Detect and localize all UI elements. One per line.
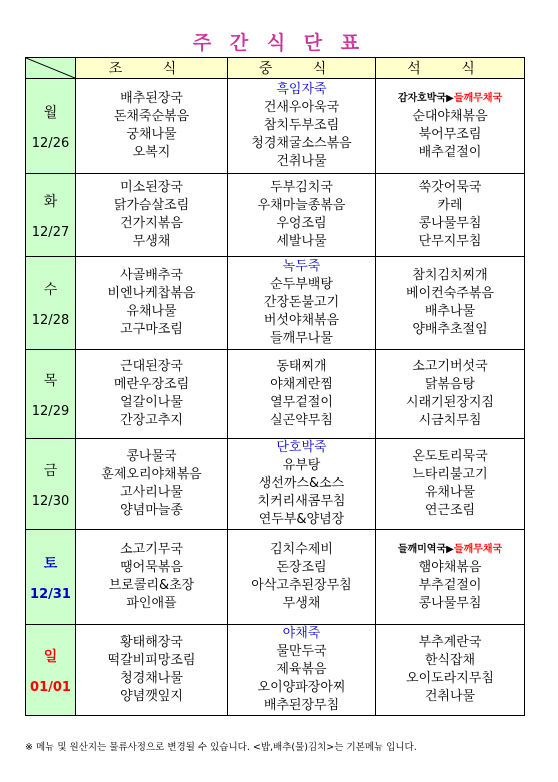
menu-item: 참치두부조림 [263, 118, 340, 133]
soup-change-note [376, 90, 524, 108]
menu-item: 돈채죽순볶음 [113, 109, 190, 124]
special-porridge: 단호박죽 [276, 440, 327, 455]
menu-item: 근대된장국 [120, 359, 183, 374]
arrow-icon: ▶ [446, 93, 454, 104]
breakfast-cell [76, 350, 228, 439]
menu-item: 양념마늘종 [120, 503, 183, 518]
menu-item: 시금치무침 [418, 413, 482, 428]
soup-replacement: 들깨무채국 [453, 544, 503, 555]
menu-item: 햄야채볶음 [418, 560, 482, 575]
day-name: 금 [43, 462, 58, 479]
menu-item: 건새우아욱국 [263, 100, 340, 115]
dinner-cell [376, 439, 525, 530]
menu-item: 콩나물무침 [418, 216, 482, 231]
menu-item: 메란우장조림 [113, 377, 190, 392]
menu-item: 간장고추지 [120, 413, 183, 428]
day-date: 12/27 [31, 224, 70, 240]
menu-item: 배추나물 [424, 304, 476, 319]
menu-item: 생선까스&소스 [258, 476, 345, 491]
day-name: 일 [43, 648, 58, 665]
day-cell [26, 257, 76, 350]
menu-item: 우엉조림 [276, 216, 327, 231]
menu-item: 제육볶음 [276, 662, 327, 677]
menu-item: 미소된장국 [120, 180, 183, 195]
lunch-cell [228, 174, 376, 257]
dinner-cell [376, 350, 525, 439]
menu-item: 돈장조림 [276, 560, 327, 575]
menu-item: 부추계란국 [418, 635, 482, 650]
day-cell [26, 439, 76, 530]
menu-item: 베이컨숙주볶음 [406, 286, 494, 301]
menu-item: 콩나물국 [126, 449, 177, 464]
menu-item: 야채계란찜 [270, 377, 333, 392]
menu-item: 무생채 [132, 234, 171, 249]
menu-item: 유부탕 [282, 458, 321, 473]
menu-item: 청경채나물 [120, 671, 183, 686]
lunch-cell [228, 79, 376, 174]
menu-item: 건취나물 [424, 689, 476, 704]
menu-item: 브로콜리&초장 [108, 578, 195, 593]
menu-item: 두부김치국 [270, 180, 333, 195]
special-porridge: 녹두죽 [282, 259, 321, 274]
menu-item: 동태찌개 [276, 359, 327, 374]
menu-item: 부추겉절이 [418, 578, 482, 593]
day-row [26, 257, 525, 350]
menu-item: 우채마늘종볶음 [257, 198, 346, 213]
day-name: 목 [43, 372, 58, 389]
menu-item: 닭볶음탕 [424, 377, 476, 392]
breakfast-cell [76, 625, 228, 716]
day-date: 12/31 [30, 586, 71, 602]
menu-item: 세발나물 [276, 234, 327, 249]
footer-note: ※ 메뉴 및 원산지는 물류사정으로 변경될 수 있습니다. <밥,배추(물)김치>는 기본메뉴 입니다. [25, 742, 417, 753]
menu-item: 닭가슴살조림 [113, 198, 190, 213]
day-name: 토 [43, 555, 58, 572]
day-name: 화 [43, 193, 58, 210]
day-date: 12/30 [31, 493, 70, 509]
menu-item: 물만두국 [276, 644, 327, 659]
special-porridge: 흑임자죽 [276, 82, 327, 97]
menu-item: 훈제오리야채볶음 [101, 467, 202, 482]
day-cell [26, 174, 76, 257]
menu-item: 양배추초절임 [412, 322, 488, 337]
menu-item: 순대야채볶음 [412, 109, 488, 124]
column-header-breakfast: 조 식 [76, 58, 228, 79]
day-row [26, 530, 525, 625]
day-cell [26, 530, 76, 625]
breakfast-cell [76, 439, 228, 530]
menu-item: 카레 [437, 198, 463, 213]
menu-item: 참치김치찌개 [412, 268, 488, 283]
menu-item: 땡어묵볶음 [120, 560, 183, 575]
day-cell [26, 350, 76, 439]
menu-item: 황태해장국 [120, 635, 183, 650]
day-row [26, 350, 525, 439]
menu-item: 건취나물 [276, 154, 327, 169]
menu-item: 간장돈불고기 [263, 295, 340, 310]
day-row [26, 174, 525, 257]
menu-item: 아삭고추된장무침 [251, 578, 352, 593]
day-name: 월 [43, 104, 58, 121]
day-cell [26, 79, 76, 174]
soup-replacement: 들깨무채국 [453, 93, 503, 104]
column-header-lunch: 중 식 [228, 58, 376, 79]
menu-item: 비엔나케찹볶음 [107, 286, 196, 301]
menu-item: 청경채굴소스볶음 [251, 136, 352, 151]
menu-item: 파인애플 [126, 596, 177, 611]
menu-item: 떡갈비피망조림 [107, 653, 196, 668]
menu-item: 사골배추국 [120, 268, 183, 283]
dinner-cell [376, 79, 525, 174]
menu-item: 북어무조림 [418, 127, 482, 142]
lunch-cell [228, 625, 376, 716]
day-date: 12/26 [31, 135, 70, 151]
menu-item: 버섯야채볶음 [263, 313, 340, 328]
arrow-icon: ▶ [446, 544, 454, 555]
menu-item: 쑥갓어묵국 [418, 180, 482, 195]
menu-item: 순두부백탕 [270, 277, 333, 292]
menu-item: 배추된장무침 [263, 698, 340, 713]
soup-change-note [376, 541, 524, 559]
menu-item: 건가지볶음 [120, 216, 183, 231]
day-row [26, 625, 525, 716]
weekly-menu-table [25, 57, 525, 716]
menu-item: 소고기무국 [120, 542, 183, 557]
menu-item: 배추된장국 [120, 91, 183, 106]
menu-item: 얼갈이나물 [120, 395, 183, 410]
menu-item: 실곤약무침 [270, 413, 333, 428]
corner-cell [26, 58, 76, 79]
lunch-cell [228, 530, 376, 625]
dinner-cell [376, 530, 525, 625]
dinner-cell [376, 174, 525, 257]
breakfast-cell [76, 257, 228, 350]
day-name: 수 [43, 281, 58, 298]
special-porridge: 야채죽 [282, 626, 321, 641]
menu-item: 양념깻잎지 [120, 689, 183, 704]
menu-item: 오이도라지무침 [406, 671, 494, 686]
menu-item: 시래기된장지짐 [406, 395, 494, 410]
dinner-cell [376, 257, 525, 350]
day-date: 12/29 [31, 403, 70, 419]
soup-original: 감자호박국 [397, 93, 447, 104]
menu-item: 느타리불고기 [412, 467, 488, 482]
breakfast-cell [76, 79, 228, 174]
menu-item: 들깨무나물 [270, 331, 333, 346]
menu-item: 유채나물 [424, 485, 476, 500]
day-date: 12/28 [31, 312, 70, 328]
menu-item: 콩나물무침 [418, 596, 482, 611]
menu-item: 유채나물 [126, 304, 177, 319]
menu-item: 궁채나물 [126, 127, 177, 142]
menu-item: 오복지 [132, 145, 171, 160]
menu-item: 무생채 [282, 596, 321, 611]
menu-item: 고구마조림 [120, 322, 183, 337]
menu-item: 김치수제비 [270, 542, 333, 557]
menu-item: 소고기버섯국 [412, 359, 488, 374]
breakfast-cell [76, 174, 228, 257]
menu-item: 오이양파장아찌 [257, 680, 346, 695]
day-row [26, 79, 525, 174]
dinner-cell [376, 625, 525, 716]
day-cell [26, 625, 76, 716]
day-date: 01/01 [30, 679, 71, 695]
breakfast-cell [76, 530, 228, 625]
menu-item: 단무지무침 [418, 234, 482, 249]
column-header-dinner: 석 식 [376, 58, 525, 79]
menu-item: 고사리나물 [120, 485, 183, 500]
menu-item: 배추겉절이 [418, 145, 482, 160]
menu-item: 치커리새콤무침 [257, 494, 346, 509]
lunch-cell [228, 350, 376, 439]
menu-item: 한식잡채 [424, 653, 476, 668]
menu-item: 열무겉절이 [270, 395, 333, 410]
soup-original: 들깨미역국 [397, 544, 447, 555]
header-row [26, 58, 525, 79]
menu-item: 온도토리묵국 [412, 449, 488, 464]
lunch-cell [228, 257, 376, 350]
day-row [26, 439, 525, 530]
menu-item: 연두부&양념장 [258, 512, 345, 527]
page-title: 주 간 식 단 표 [192, 32, 366, 54]
lunch-cell [228, 439, 376, 530]
menu-item: 연근조림 [424, 503, 476, 518]
